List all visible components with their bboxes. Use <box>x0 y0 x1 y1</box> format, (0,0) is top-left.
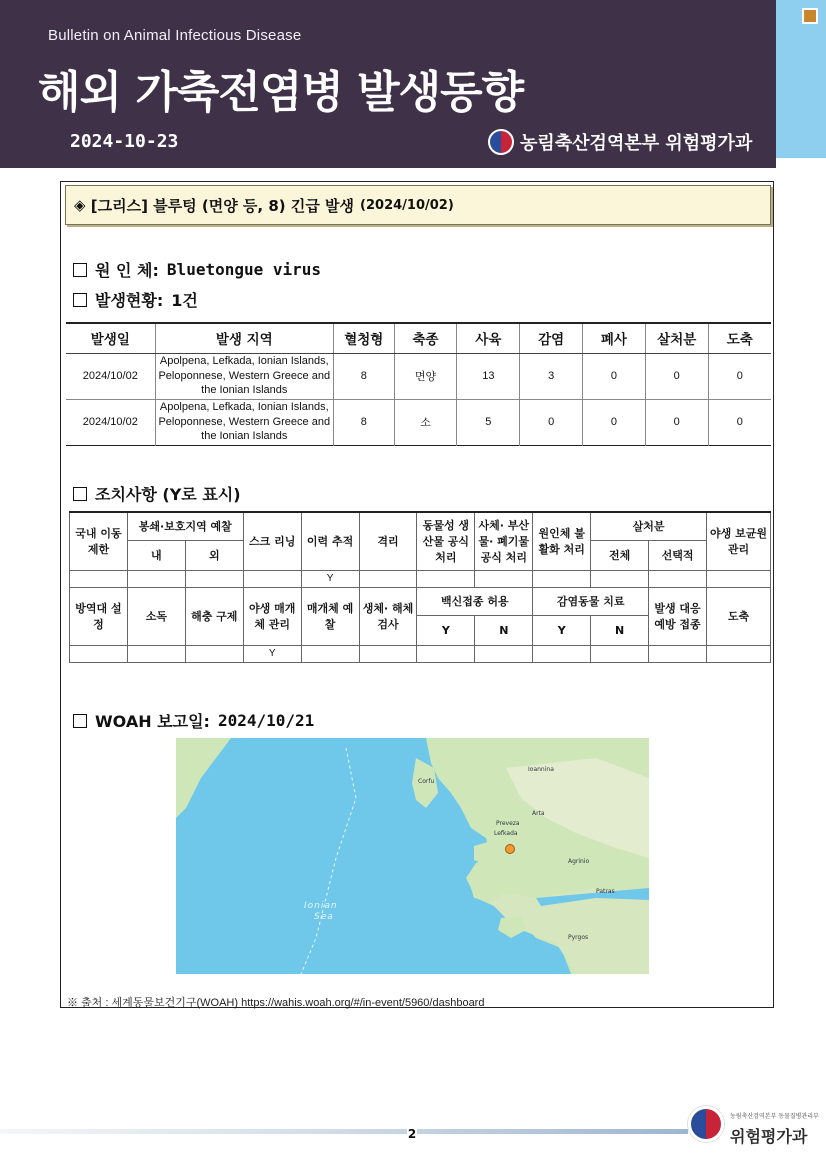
cell-species: 소 <box>394 399 457 445</box>
footer-org-small: 농림축산검역본부 동물질병관리부 <box>730 1113 819 1120</box>
cell-susceptible: 5 <box>457 399 520 445</box>
map-sea-label-2: Sea <box>314 912 334 922</box>
measures-value-row-2 <box>70 645 771 662</box>
cell-culled: 0 <box>645 353 708 399</box>
col-species: 축종 <box>394 323 457 353</box>
measures-line <box>73 482 241 505</box>
measures-label: 조치사항 (Y로 표시) <box>95 485 241 504</box>
hdr-tracing: 이력 추적 <box>301 512 359 570</box>
hdr-culling-selective: 선택적 <box>649 540 707 570</box>
cause-line <box>73 258 321 281</box>
checkbox-icon <box>73 263 87 277</box>
hdr-inactivation: 원인체 불활화 처리 <box>533 512 591 570</box>
measures-header-row-2 <box>70 587 771 615</box>
cell-slaughtered: 0 <box>708 353 771 399</box>
cell-species: 면양 <box>394 353 457 399</box>
section-date: (2024/10/02) <box>360 197 454 213</box>
bulletin-date: 2024-10-23 <box>70 131 179 152</box>
hdr-outbreak-vaccination: 발생 대응 예방 접종 <box>649 587 707 645</box>
val-cell <box>301 645 359 662</box>
map-place-label: Pyrgos <box>568 934 589 941</box>
content-box <box>60 181 774 1008</box>
hdr-vacc-no: N <box>475 615 533 645</box>
hdr-live-dead-test: 생체· 해체 검사 <box>359 587 417 645</box>
hdr-disinfection: 소독 <box>127 587 185 645</box>
status-line <box>73 288 198 311</box>
col-cases: 감염 <box>520 323 583 353</box>
val-cell <box>533 645 591 662</box>
val-cell <box>591 645 649 662</box>
side-accent-square <box>802 8 818 24</box>
map-place-label: Ioannina <box>528 766 554 773</box>
cause-label: 원 인 체: <box>95 261 159 280</box>
val-cell <box>649 570 707 587</box>
cell-deaths: 0 <box>583 399 646 445</box>
val-cell <box>185 570 243 587</box>
val-cell: Y <box>243 645 301 662</box>
map-place-label: Arta <box>532 810 545 817</box>
woah-line <box>73 709 314 732</box>
val-cell <box>706 570 770 587</box>
hdr-wild-vector: 야생 매개체 관리 <box>243 587 301 645</box>
page-title: 해외 가축전염병 발생동향 <box>38 67 524 118</box>
woah-label: WOAH 보고일: <box>95 712 210 731</box>
hdr-treat-yes: Y <box>533 615 591 645</box>
cell-susceptible: 13 <box>457 353 520 399</box>
measures-header-row <box>70 512 771 540</box>
header-org <box>488 129 752 155</box>
hdr-zoning: 방역대 설정 <box>70 587 128 645</box>
footer-org-big: 위험평가과 <box>730 1127 808 1146</box>
cell-cases: 3 <box>520 353 583 399</box>
bulletin-subtitle: Bulletin on Animal Infectious Disease <box>48 27 302 44</box>
col-deaths: 폐사 <box>583 323 646 353</box>
val-cell <box>533 570 591 587</box>
cell-date: 2024/10/02 <box>66 399 155 445</box>
header-org-name: 농림축산검역본부 위험평가과 <box>520 133 753 154</box>
cell-date: 2024/10/02 <box>66 353 155 399</box>
col-slaughtered: 도축 <box>708 323 771 353</box>
val-cell <box>359 570 417 587</box>
hdr-screening: 스크 리닝 <box>243 512 301 570</box>
val-cell <box>127 645 185 662</box>
col-region: 발생 지역 <box>155 323 333 353</box>
hdr-animal-products: 동물성 생산물 공식 처리 <box>417 512 475 570</box>
status-value: 1건 <box>171 291 198 310</box>
val-cell <box>127 570 185 587</box>
hdr-culling: 살처분 <box>591 512 707 540</box>
checkbox-icon <box>73 714 87 728</box>
val-cell <box>706 645 770 662</box>
map-place-label: Patras <box>596 888 615 895</box>
cell-serotype: 8 <box>333 399 394 445</box>
val-cell <box>185 645 243 662</box>
val-cell <box>359 645 417 662</box>
page-number: 2 <box>407 1127 417 1141</box>
map-sea-label-1: Ionian <box>304 901 338 911</box>
outbreak-table <box>66 322 771 446</box>
map-place-label: Corfu <box>418 778 435 785</box>
hdr-movement: 국내 이동 제한 <box>70 512 128 570</box>
page-header <box>0 0 776 168</box>
diamond-icon: ◈ <box>74 196 91 214</box>
table-row <box>66 353 771 399</box>
hdr-zone-out: 외 <box>185 540 243 570</box>
hdr-wildlife-reservoir: 야생 보균원 관리 <box>706 512 770 570</box>
woah-value: 2024/10/21 <box>217 711 315 730</box>
checkbox-icon <box>73 487 87 501</box>
status-label: 발생현황: <box>95 291 164 310</box>
cell-deaths: 0 <box>583 353 646 399</box>
map-place-label: Agrinio <box>568 858 590 865</box>
checkbox-icon <box>73 293 87 307</box>
outbreak-map <box>176 738 649 974</box>
col-serotype: 혈청형 <box>333 323 394 353</box>
hdr-zone: 봉쇄·보호지역 예찰 <box>127 512 243 540</box>
cell-culled: 0 <box>645 399 708 445</box>
col-culled: 살처분 <box>645 323 708 353</box>
val-cell <box>70 570 128 587</box>
measures-value-row <box>70 570 771 587</box>
val-cell <box>417 645 475 662</box>
cell-serotype: 8 <box>333 353 394 399</box>
hdr-carcass: 사체· 부산물· 폐기물 공식 처리 <box>475 512 533 570</box>
section-title: [그리스] 블루텅 (면양 등, 8) 긴급 발생 <box>90 196 355 215</box>
col-date: 발생일 <box>66 323 155 353</box>
cell-region: Apolpena, Lefkada, Ionian Islands, Peloponnese, Western Greece and the Ionian Islands <box>155 399 333 445</box>
hdr-vaccination: 백신접종 허용 <box>417 587 533 615</box>
val-cell <box>591 570 649 587</box>
section-banner <box>65 185 771 225</box>
source-note: ※ 출처 : 세계동물보건기구(WOAH) https://wahis.woah.org/#/in-event/5960/dashboard <box>67 997 485 1009</box>
footer-logo-icon <box>688 1106 724 1142</box>
hdr-vacc-yes: Y <box>417 615 475 645</box>
table-row <box>66 399 771 445</box>
map-place-label: Preveza <box>496 820 520 827</box>
val-cell: Y <box>301 570 359 587</box>
hdr-treatment: 감염동물 치료 <box>533 587 649 615</box>
cell-region: Apolpena, Lefkada, Ionian Islands, Peloponnese, Western Greece and the Ionian Islands <box>155 353 333 399</box>
hdr-treat-no: N <box>591 615 649 645</box>
hdr-vector-surveillance: 매개체 예찰 <box>301 587 359 645</box>
val-cell <box>475 645 533 662</box>
val-cell <box>475 570 533 587</box>
hdr-slaughter: 도축 <box>706 587 770 645</box>
footer-line <box>0 1129 688 1134</box>
map-place-label: Lefkada <box>494 830 518 837</box>
cell-slaughtered: 0 <box>708 399 771 445</box>
val-cell <box>649 645 707 662</box>
val-cell <box>70 645 128 662</box>
hdr-culling-all: 전체 <box>591 540 649 570</box>
val-cell <box>243 570 301 587</box>
side-accent-bar <box>776 0 826 158</box>
measures-table <box>69 511 771 663</box>
val-cell <box>417 570 475 587</box>
hdr-pest: 해충 구제 <box>185 587 243 645</box>
table-header-row <box>66 323 771 353</box>
hdr-zone-in: 내 <box>127 540 185 570</box>
col-susceptible: 사육 <box>457 323 520 353</box>
cell-cases: 0 <box>520 399 583 445</box>
cause-value: Bluetongue virus <box>166 260 322 279</box>
agency-logo-icon <box>488 129 514 155</box>
hdr-isolation: 격리 <box>359 512 417 570</box>
